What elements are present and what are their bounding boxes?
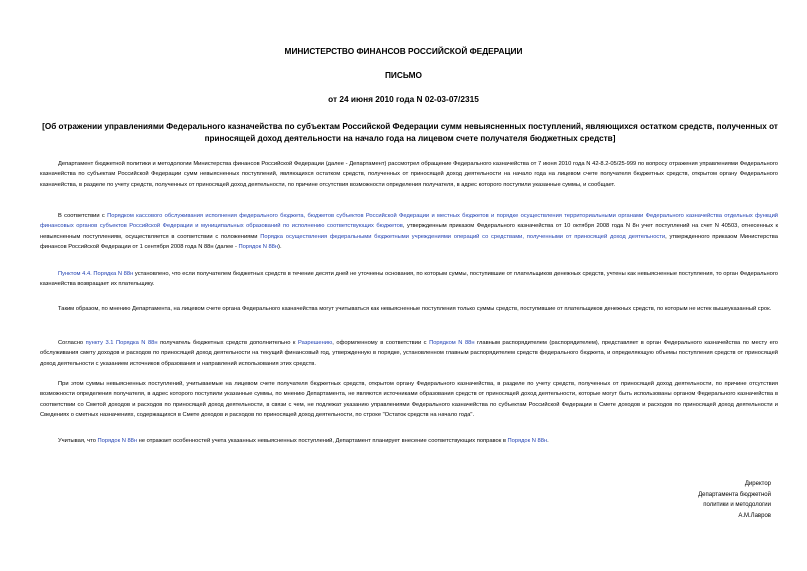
link-permission[interactable]: Разрешению [297, 340, 333, 346]
document-subject: [Об отражении управлениями Федерального казначейства по субъектам Российской Федерации сумм невыясненных поступлений, являющихся остатком средств, полученных от приносящей доход деятельности на начало года на лицевом счете получателя бюджетных средств] [42, 122, 778, 143]
link-budget-institutions-procedure[interactable]: Порядка осуществления федеральными бюджетными учреждениями операций со средствами, полученными от приносящей доход деятельности [260, 233, 666, 240]
paragraph-1 [40, 159, 778, 190]
paragraph-3-text: установлено, что если получателем бюджетных средств в течение десяти дней не уточнены основания, по которым суммы, поступившие от плательщиков денежных средств, учтены как невыясненные поступления, то орган Федерального казначейства возвращает их плательщику. [40, 271, 778, 288]
paragraph-7-text-3: . [547, 438, 549, 444]
paragraph-2-text-1: В соответствии с [58, 213, 108, 219]
paragraph-2-text-4: ). [278, 244, 282, 251]
paragraph-7 [40, 436, 778, 446]
signature-department-2: политики и методологии [703, 502, 771, 508]
signature-block [698, 479, 771, 521]
link-order-88n[interactable]: Порядок N 88н [238, 244, 279, 251]
link-order-88n-3[interactable]: Порядок N 88н [97, 438, 138, 444]
paragraph-4-text: Таким образом, по мнению Департамента, на лицевом счете органа Федерального казначейства могут учитываться как невыясненные поступления только суммы средств, поступившие от плательщиков денежных средств, по которым не истек вышеуказанный срок. [58, 306, 772, 312]
paragraph-5-text-3: , оформленному в соответствии с [332, 340, 430, 346]
paragraph-5-text-1: Согласно [58, 340, 86, 346]
paragraph-5-text-2: получатель бюджетных средств дополнительно к [157, 340, 298, 346]
signature-name: А.М.Лавров [738, 512, 771, 519]
paragraph-4 [40, 304, 778, 314]
paragraph-1-text: Департамент бюджетной политики и методологии Министерства финансов Российской Федерации (далее - Департамент) рассмотрел обращение Федерального казначейства от 7 июня 2010 года N 42-8.2-05/25-999 по вопросу отражения управлениями Федерального казначейства по субъектам Российской Федерации сумм невыясненных поступлений, являющихся остатком средств, полученных от приносящей доход деятельности на начало года на лицевом счете получателя бюджетных средств, открытом органу Федерального казначейства, в разделе по учету средств, полученных от приносящей доход деятельности, по причине отсутствия возможности определения получателя, в адрес которого поступили указанные суммы, и сообщает. [40, 161, 778, 188]
paragraph-5 [40, 338, 778, 369]
link-cash-service-procedure[interactable]: Порядком кассового обслуживания исполнения федерального бюджета, бюджетов субъектов Российской Федерации и местных бюджетов и порядке осуществления территориальными органами Федерального казначейства отдельных функций финансовых органов субъектов Российской Федерации и муниципальных образований по исполнению соответствующих бюджетов [40, 213, 778, 230]
paragraph-6 [40, 379, 778, 421]
link-clause-4-4[interactable]: Пунктом 4.4. Порядка N 88н [58, 271, 134, 277]
document-type: ПИСЬМО [384, 70, 423, 80]
paragraph-6-text: При этом суммы невыясненных поступлений, учитываемые на лицевом счете получателя бюджетных средств, открытом органу Федерального казначейства, в разделе по учету средств, полученных от приносящей доход деятельности, по причине отсутствия возможности определения получателя, в адрес которого поступили указанные суммы, по мнению Департамента, не являются источниками образования средств от приносящей доход деятельности, которые могут быть использованы органом Федерального казначейства в соответствии со Сметой доходов и расходов по приносящей доход деятельности, в связи с чем, не подлежат указанию управлениями Федерального казначейства по субъектам Российской Федерации в Смете доходов и расходов по приносящей доход деятельности и Сведениях о сметных назначениях, содержащихся в Смете доходов и расходов по приносящей доход деятельности, по строке "Остаток средств на начало года". [40, 381, 778, 419]
paragraph-2-text-2: , утвержденным приказом Федерального казначейства от 10 октября 2008 года N 8н учет поступлений на счет N 40503, отнесенных к невыясненным поступлениям, осуществляется в соответствии с положениями [40, 223, 779, 240]
ministry-title: МИНИСТЕРСТВО ФИНАНСОВ РОССИЙСКОЙ ФЕДЕРАЦИИ [284, 46, 523, 56]
signature-department: Департамента бюджетной [698, 491, 771, 498]
link-order-88n-2[interactable]: Порядком N 88н [429, 340, 475, 346]
paragraph-5-text-4: главным распорядителем (распорядителем), представляет в орган Федерального казначейства по месту его обслуживания смету доходов и расходов по приносящей доход деятельности на текущий финансовый год, утвержденную в порядке, установленном главным распорядителем средств федерального бюджета, и определяющую объемы поступления средств от приносящей доход деятельности с указанием источников образования и направлений использования этих средств. [40, 340, 779, 367]
paragraph-7-text-2: не отражает особенностей учета указанных невыясненных поступлений, Департамент планирует внесение соответствующих поправок в [137, 438, 508, 444]
paragraph-2 [40, 211, 778, 253]
link-clause-3-1[interactable]: пункту 3.1 Порядка N 88н [85, 340, 158, 346]
paragraph-7-text-1: Учитывая, что [58, 438, 98, 444]
link-order-88n-4[interactable]: Порядок N 88н [507, 438, 548, 444]
document-date-number: от 24 июня 2010 года N 02-03-07/2315 [328, 94, 479, 104]
signature-position: Директор [744, 481, 771, 487]
paragraph-2-text-3: , утвержденного приказом Министерства финансов Российской Федерации от 1 сентября 2008 года N 88н (далее - [40, 233, 778, 251]
paragraph-3 [40, 269, 778, 290]
